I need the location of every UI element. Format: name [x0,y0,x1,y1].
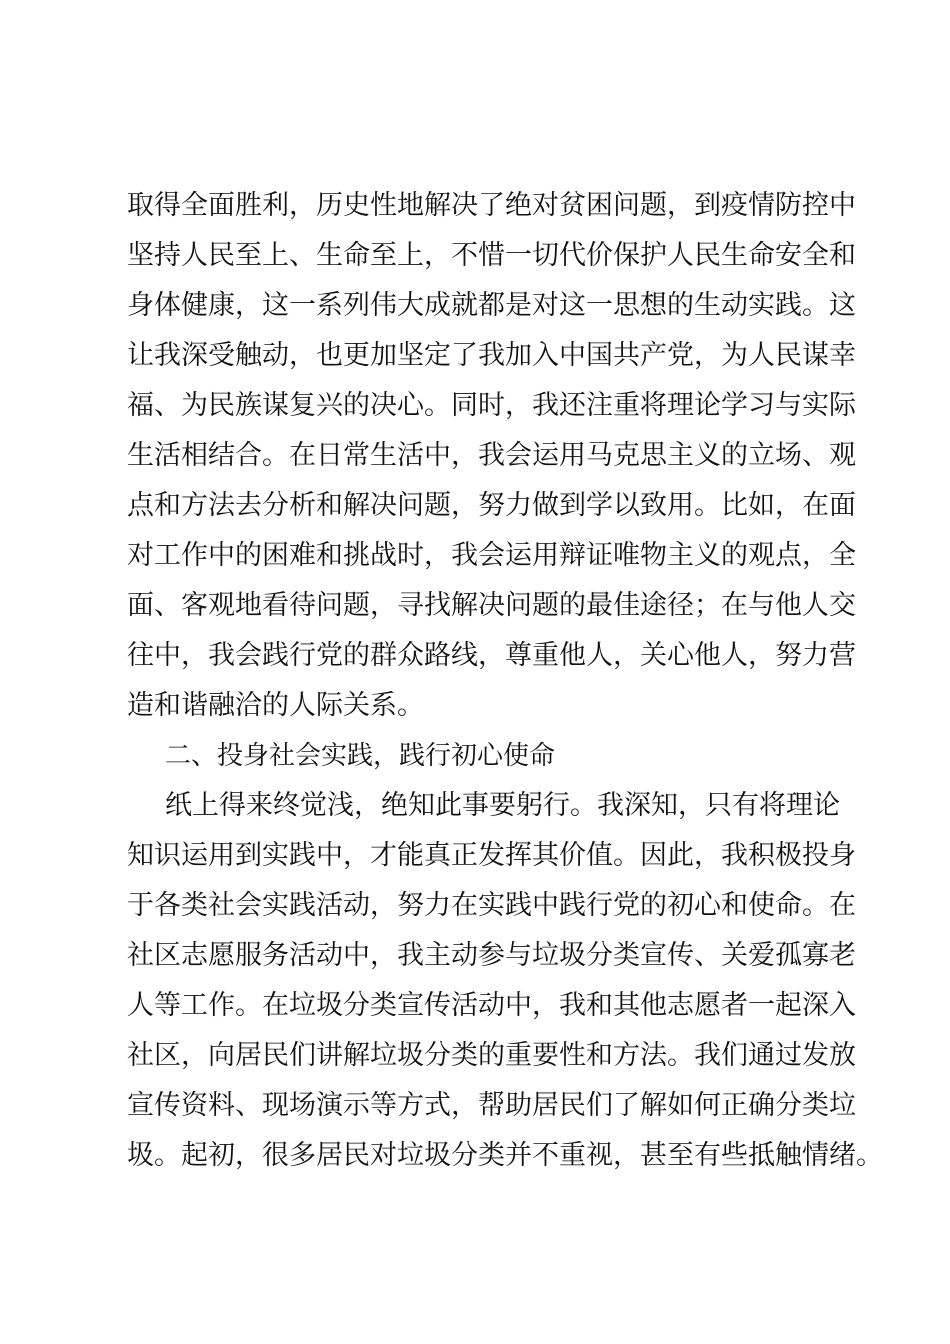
document-body [127,181,883,1181]
paragraph-line: 圾。起初，很多居民对垃圾分类并不重视，甚至有些抵触情绪。 [127,1140,883,1171]
paragraph-line: 对工作中的困难和挑战时，我会运用辩证唯物主义的观点，全 [127,540,856,571]
paragraph-line: 社区，向居民们讲解垃圾分类的重要性和方法。我们通过发放 [127,1040,856,1071]
paragraph-line: 造和谐融洽的人际关系。 [127,690,424,721]
paragraph-line: 于各类社会实践活动，努力在实践中践行党的初心和使命。在 [127,890,856,921]
paragraph-2 [127,781,883,1181]
paragraph-line: 纸上得来终觉浅，绝知此事要躬行。我深知，只有将理论 [165,790,840,821]
paragraph-line: 坚持人民至上、生命至上，不惜一切代价保护人民生命安全和 [127,240,856,271]
section-heading: 二、投身社会实践，践行初心使命 [165,741,556,771]
paragraph-line: 取得全面胜利，历史性地解决了绝对贫困问题，到疫情防控中 [127,190,856,221]
paragraph-line: 往中，我会践行党的群众路线，尊重他人，关心他人，努力营 [127,640,856,671]
paragraph-line: 点和方法去分析和解决问题，努力做到学以致用。比如，在面 [127,490,856,521]
paragraph-line: 人等工作。在垃圾分类宣传活动中，我和其他志愿者一起深入 [127,990,856,1021]
paragraph-line: 社区志愿服务活动中，我主动参与垃圾分类宣传、关爱孤寡老 [127,940,856,971]
paragraph-line: 面、客观地看待问题，寻找解决问题的最佳途径；在与他人交 [127,590,856,621]
paragraph-line: 生活相结合。在日常生活中，我会运用马克思主义的立场、观 [127,440,856,471]
paragraph-line: 让我深受触动，也更加坚定了我加入中国共产党，为人民谋幸 [127,340,856,371]
paragraph-1 [127,181,856,731]
paragraph-line: 宣传资料、现场演示等方式，帮助居民们了解如何正确分类垃 [127,1090,856,1121]
paragraph-line: 福、为民族谋复兴的决心。同时，我还注重将理论学习与实际 [127,390,856,421]
paragraph-line: 身体健康，这一系列伟大成就都是对这一思想的生动实践。这 [127,290,856,321]
paragraph-line: 知识运用到实践中，才能真正发挥其价值。因此，我积极投身 [127,840,856,871]
